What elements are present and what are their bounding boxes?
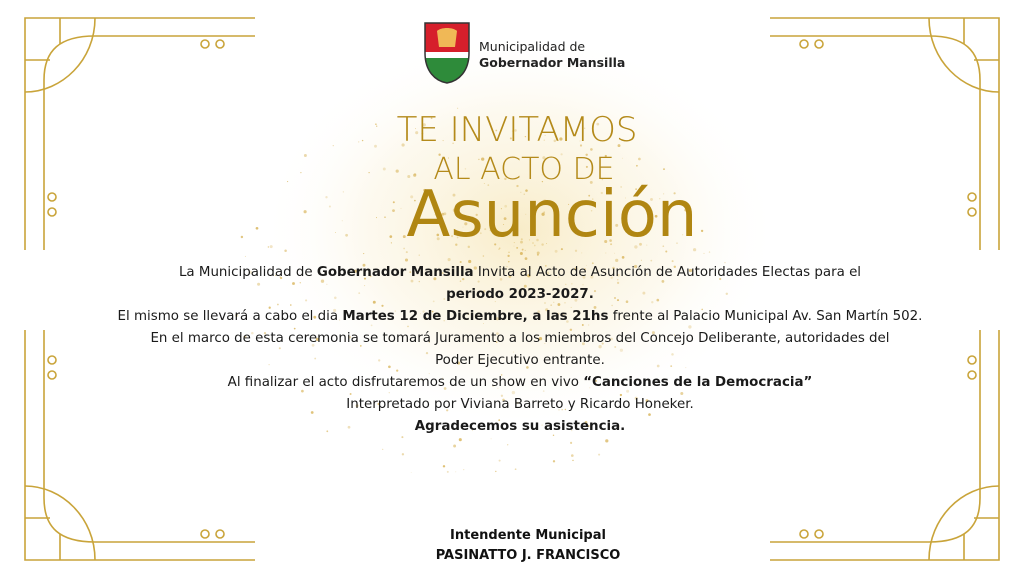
heading-al-acto-de: AL ACTO DE — [433, 152, 615, 187]
body-paragraph-5: Poder Ejecutivo entrante. — [435, 353, 605, 368]
municipality-shield-icon — [421, 19, 473, 85]
thanks: Agradecemos su asistencia. — [414, 419, 626, 434]
logo-line-municipalidad: Municipalidad de — [479, 39, 586, 54]
body-paragraph-1 — [90, 262, 950, 284]
body-paragraph-8 — [90, 416, 950, 438]
signature-name: PASINATTO J. FRANCISCO — [435, 548, 621, 563]
logo-line-name: Gobernador Mansilla — [479, 55, 626, 70]
text: El mismo se llevará a cabo el dia — [117, 309, 343, 324]
body-paragraph-3 — [90, 306, 950, 328]
period: periodo 2023-2027. — [446, 287, 594, 302]
text: frente al Palacio Municipal Av. San Martín 502. — [608, 309, 923, 324]
heading-asuncion: Asunción — [406, 178, 698, 252]
municipality-name: Gobernador Mansilla — [316, 265, 474, 280]
municipality-logo — [421, 19, 631, 89]
event-date: Martes 12 de Diciembre, a las 21hs — [342, 309, 609, 324]
text: Invita al Acto de Asunción de Autoridades Electas para el — [473, 265, 862, 280]
signature-role: Intendente Municipal — [450, 528, 606, 543]
show-title: “Canciones de la Democracia” — [583, 375, 813, 390]
text: Al finalizar el acto disfrutaremos de un show en vivo — [227, 375, 584, 390]
body-paragraph-7: Interpretado por Viviana Barreto y Ricardo Honeker. — [346, 397, 694, 412]
body-paragraph-6 — [90, 372, 950, 394]
body-paragraph-4: En el marco de esta ceremonia se tomará Juramento a los miembros del Concejo Deliberante, autoridades del — [150, 331, 890, 346]
body-paragraph-2 — [90, 284, 950, 306]
heading-te-invitamos: TE INVITAMOS — [396, 110, 638, 150]
text: La Municipalidad de — [178, 265, 317, 280]
invitation-body — [90, 262, 950, 438]
